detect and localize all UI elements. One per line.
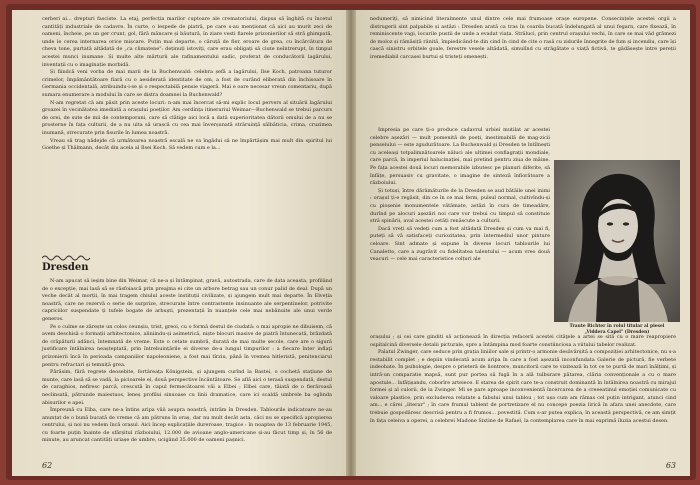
- paragraph: Și fiindcă veni vorba de mai marii de la Buchenwald: celebra șefă a lagărului, Ilse Koch, patroana tuturor crimelor, împământătoare fiară cu o aesiderată identitate de om, a fost de curând eliberată din închisoare în Germania occidentală, atribuindu-i-se și o respectabilă pensie viageră. Mai e oare necesar vreun comentariu, după sumara enumerare a modului în care se distra doamnei la Buchenwald?: [42, 69, 332, 98]
- book-gutter: [346, 10, 356, 476]
- paragraph: Pe o culme se zărește un colos ceunșiu, trist, greoi, cu o formă destul de ciudată: o mai apropie ne dibuisem, că avem deschisă o formații arhitectonice, aliniindu-și asimetrică, niște blocuri masive de piatră întunecată, brăzdată de crăpăturii adânci, întemnată de vreme. Este o cetate sumbră, durată de mai multe secole, care are o sigură justificare întâlnirea neașteptată, prin întrebuințările ei diverse de-a lungul timpurilor : a fiecare înter inflaţi prizonierii încă în perioada campaniilor napoleoniene, a fost mai tîrziu, până în vremea hitleristă, penitenciarul pentru refractari și temniță grea.: [42, 323, 332, 368]
- page-number: 62: [42, 461, 53, 470]
- left-page: [12, 10, 346, 476]
- photo-caption-line: Traute Richter în rolul titular al piesei: [569, 324, 665, 329]
- paragraph: Părăsim, fără regrete deosebite, fortăreața Königstein, și ajungem curînd la Bastei, o cochetă stațiune de munte, care lasă să se vadă, la picioarele ei, două perspective încântătoare. Se află aici o terasă suspendată, destul de caraghios, nefiresc parcă, crescută în capul fermecătoarei văi a Elbei ; Elbei care, tăiată de o fierăroasă neclinsată, pătrunde maiestuos, leneș profilui sinuoase cu linii dramatice, care ici scaldă umbrele ba oglinda abisurilor e apei.: [42, 369, 332, 406]
- photo-caption-line: „Viddera Capel" (Dresden): [584, 330, 650, 335]
- paragraph: Împreună cu Elba, care ne-a întins aripa văii asupra noastră, intrăm în Dresden. Tablourile indicatoare ne-au anunțat de o bună bucată de vreme că am pătruns în oraș, dar nu mult decât asta, căci nu se specifică apropierea centrului, și noi nu vedem încă orașul. Aici încep explicațiile dureroase, tragice : în noaptea de 13 februarie 1945, cu foarte puțin înainte de sfârșitul războiului, 12.000 de avioane anglo-americane și-au făcut timp și, în 56 de minute, au aruncat cantități uriașe de umbre, ucigând 35.000 de oameni pașnici.: [42, 407, 332, 444]
- section-ornament: [42, 254, 92, 262]
- right-page-column-text: [370, 127, 550, 264]
- section-body: [42, 278, 332, 445]
- paragraph: Dacă vreți să vedeți cum a fost altădată Dresden și cum va mai fi, puteți să vă satisfaceți curiozitatea, prin intermediul unor pinture celoare. Sint admate și expune în diverse locuri tablourile lui Canaletto, care a zugrăvit cu fidelitatea talentului — acum vreo două veacuri — cele mai caracteristice colțuri ale: [370, 225, 550, 263]
- portrait-photo-icon: [554, 160, 680, 322]
- paragraph: Palatul Zwinger, care seduce prin grația liniilor sale și printr-o armonie desăvârșită a compoziției arhitectonice, nu s-a restabilit complet ; e depiin vindecată acum aripa în care a fost așezată inconfundata Galerie de pictură, fie verbete indeobate. În psihologie, despre o prieteră de liontrere, muncitorii care te vizitează în tot ce te purtă de mari înălțimi, și intră-un comparatie mapsă, sunt pur portea să fugă în a ală tulburare pătarea, clăria convenționale a cu o mare apostule... înfățișandu, coborîre arteiece. E starea de spirit care te-a construit dominantă în întâlnirea noastră cu mirajul formei și al culorii, de la Zwinger. Mi se pare aproape inconvenientă încercarea de a creeeatinul emoției comunicate cu valoare plastice, prin excluderea relatate a fabului unui tablou ; tot ușa cum am rămas cel puțin intrigant, atunci cind am... e cărei „literar" ; în care frumul tablent de portretizare el nu concepe poezia lirică în afara unei anecdote, care trebuie gospodăresc descrisă pentru a fi frumos... povestită. Cum s-ar putea explica, în această perspectivă, ce am simțit în fața celeiva a operei, a celebrei Madone Sixtine de Rafael, la contemplarea care în mai exprimă iluzia acestui desen.: [370, 349, 676, 424]
- paragraph: Vreau să trag nădejde că următoarea noastră escală ne va îngădui să ne împărtășim mai mult din spiritul lui Goethe și Thälmann, decât din acela al Ilsei Koch. Să vedem cum e la...: [42, 137, 332, 152]
- paragraph: Impresia pe care ți-o produce cadavrul urbiei mutilat ar acestei celebre așezări — mult pomenită de poeți, inestimabilă de mag-zicii penselului — este zgudurătoare. La Buchenwald și Dresden te întîlnești cu aceleași totpalimnătoarele năluci ale ultimei conflagrații mondiale, care parcă, în imperiul halucinației, mai pretind pentru ziua de mâine. Pe fața acestei două locuri memorabile izbutesc pe planuri diferite, să înfățe, persuasiv cu gravitate, o imagine de sinteză înfiorătoare a războiului.: [370, 127, 550, 187]
- right-page-top-text: [370, 16, 676, 62]
- paragraph: cerberi ai... drepturi fasciste. La etaj, perfecția marilor cuptoare ale crematoriului, dispus să înghită cu încetul cantități industriale de cadavre. În curte, o lespede de piatră, pe care s-au menționat că aici au murit zeci de oameni, încheie, pe un ger crunt, gol, fără mâncare și băutură, în ziare vesti fiarele prizonierilor să stră ghimpată, unde le cerea internarea orice mișcare. Puțin mai departe, o căruță de fier, eroare de grea, cu încărcătura de cheva tone, purtată altădată de „ca climatene": deținuți istoviți, care erau obligați să ciute neîntrerupt, în timpul acestei munci inumane. Și multe alte mărturii ale rafinamentului sadic, proferat de conducătorii lagărului, inventații cu o imaginație morbidă.: [42, 16, 332, 68]
- paragraph: orașului ; și cei care ginditi să acționează în direcția refacerii acestei cităţele a artei se sită cu o mare reapropiere ospitalcină diversele detalii picturale, spre a întâmpina mod foarte constiinciosa a viitului tabelor realizat.: [370, 334, 676, 348]
- portrait-photo: [554, 160, 680, 322]
- paragraph: Și totuși, între dărâmăturile de la Dresden se aud bătăile unei inimi : orașul ți-e regăsit, din ce în ce mai ferm, pulsul normal, cultivîndu-și cu pioșenie monumentele vătămate, astăzi în cura de timeadăre, durînd pe alocuri așezări noi care vor trebui cu timpul să constituie stră spinării, aval acestei cetăți renăscute a culturii.: [370, 187, 550, 225]
- right-page: [356, 10, 690, 476]
- section-title: Dresden: [42, 262, 89, 273]
- right-page-bottom-text: [370, 334, 676, 425]
- paragraph: nedumeriți, să nimicind literalmente unul dintre cele mai frumoase orașe europene. Consecințele acestei orgii a distrugerii sint palpabile și astăzi : Dresden arată ca tras în coarda bucată îndelungată al unui fegarn, care fixează, în reminiscente vagi, locurile pustii de unde a evadat viața. Străluci, prin centrul orașului vechi, în care se mai văd grămezi de moloz și rămăsiță rănită, împiedicând-te din cind în cind de cite o rasă cu zidurile înnegrite de fum și incendiu, care își cască sinistru orbitele goale, ferestre vesele altădată, simulînd cu străgătate o viață fictivă, te gâdăsește intre pereții iremediabil carcasei burtui și tristeți omenești.: [370, 16, 676, 60]
- paragraph: N-am regretat că am păsit prin aceste locuri: n-am mai încercat să-mi explic locul pervers al situării lagărului groazei în vecinătatea imediată a orașului poeților. Am cerdința itinerariul Weimar—Buchenwald se trebui parcurs de orei, de sute de mii de contemporani, care să clătige aici locă a dată superioritatea dătorii omului de a nu se prosterne în fața culturii, de a nu uita să urască cu cea mai înverșunată străruință sălbăticia, crima, cruzimea inumană, strecurate prin fisurile în lumea noastră.: [42, 99, 332, 136]
- left-page-top-text: [42, 16, 332, 153]
- book-spread: [6, 4, 696, 480]
- paragraph: N-am apucat să ieșim bine din Weimar, că ne-a și întâmpinat, gravă, autostrada, care de data aceasta, profilând de o excepție, mai lasă să se răsfoiască prin preajma ei cite un arbore betrag sau un conur palid de deal. După un veche decât al morții, în mai tragem chiulul aceste instituții civilizate, și ajungem mult mai departe. În Elveția noastră, care ne rezervă o serie de surprize, strecurate între contrastente insinuante ale serpentinelor, potrivite capriciilor suspendate ți tufele bogate de arbuști, prezentații în nuanțele cele mai nebănuite ale unui verde generos.: [42, 278, 332, 322]
- page-number: 63: [665, 461, 676, 470]
